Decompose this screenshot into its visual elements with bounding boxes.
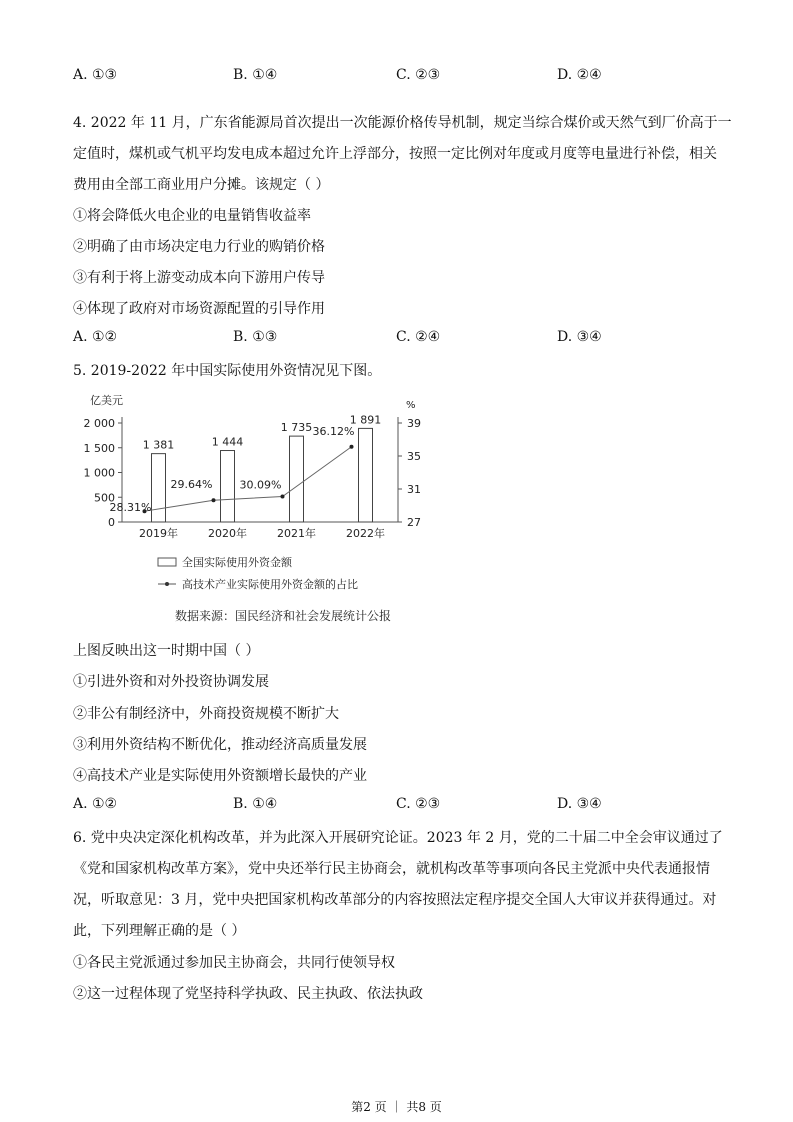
- left-axis-unit: 亿美元: [90, 394, 123, 407]
- share-point: [212, 498, 216, 502]
- q4-item-2: ②明确了由市场决定电力行业的购销价格: [73, 239, 325, 255]
- chart-source: 数据来源：国民经济和社会发展统计公报: [175, 609, 392, 623]
- left-tick-label: 500: [94, 491, 115, 505]
- x-tick-label: 2020年: [208, 527, 247, 540]
- q6-stem-line3: 况，听取意见：3 月，党中央把国家机构改革部分的内容按照法定程序提交全国人大审议并获得通过。对: [73, 892, 717, 908]
- option-b: B. ①④: [233, 796, 278, 812]
- x-tick-label: 2022年: [346, 527, 385, 540]
- left-tick-label: 2 000: [83, 417, 115, 430]
- bar-value-label: 1 891: [349, 413, 382, 427]
- option-a: A. ①②: [73, 329, 118, 345]
- option-d: D. ②④: [557, 67, 602, 83]
- x-tick-label: 2019年: [139, 527, 178, 540]
- option-c: C. ②④: [396, 329, 441, 345]
- q5-item-4: ④高技术产业是实际使用外资额增长最快的产业: [73, 768, 367, 784]
- bar: [359, 428, 373, 522]
- right-tick-label: 27: [407, 516, 421, 529]
- x-tick-label: 2021年: [277, 527, 316, 540]
- right-axis-unit: %: [406, 400, 416, 411]
- q5-item-3: ③利用外资结构不断优化，推动经济高质量发展: [73, 737, 367, 753]
- share-value-label: 29.64%: [170, 478, 213, 492]
- share-point: [350, 445, 354, 449]
- q4-stem-line2: 定值时，煤机或气机平均发电成本超过允许上浮部分，按照一定比例对年度或月度等电量进行补偿，相关: [73, 146, 717, 162]
- left-tick-label: 1 500: [83, 441, 115, 455]
- q4-options: [73, 329, 713, 349]
- q5-options: [73, 796, 713, 816]
- q6-stem-line2: 《党和国家机构改革方案》，党中央还举行民主协商会，就机构改革等事项向各民主党派中央代表通报情: [73, 861, 710, 877]
- q4-stem-line1: 4. 2022 年 11 月，广东省能源局首次提出一次能源价格传导机制，规定当综合煤价或天然气到厂价高于一: [73, 115, 732, 131]
- bar-value-label: 1 444: [211, 435, 244, 449]
- option-c: C. ②③: [396, 67, 441, 83]
- option-b: B. ①④: [233, 67, 278, 83]
- q6-item-2: ②这一过程体现了党坚持科学执政、民主执政、依法执政: [73, 986, 423, 1002]
- legend-bar-label: 全国实际使用外资金额: [182, 556, 292, 569]
- page-footer: 第2 页 ｜ 共8 页: [351, 1100, 442, 1114]
- legend-line-label: 高技术产业实际使用外资金额的占比: [182, 578, 358, 591]
- right-tick-label: 39: [407, 417, 421, 430]
- share-value-label: 30.09%: [239, 478, 282, 492]
- q5-item-1: ①引进外资和对外投资协调发展: [73, 674, 269, 690]
- q4-stem-line3: 费用由全部工商业用户分摊。该规定（ ）: [73, 177, 330, 193]
- share-value-label: 36.12%: [312, 424, 355, 438]
- right-tick-label: 35: [407, 450, 421, 463]
- chart-legend: [158, 555, 358, 591]
- option-d: D. ③④: [557, 796, 602, 812]
- option-a: A. ①③: [73, 67, 118, 83]
- option-b: B. ①③: [233, 329, 278, 345]
- q4-item-3: ③有利于将上游变动成本向下游用户传导: [73, 270, 325, 286]
- option-c: C. ②③: [396, 796, 441, 812]
- left-tick-label: 1 000: [83, 466, 115, 480]
- option-d: D. ③④: [557, 329, 602, 345]
- bar: [290, 436, 304, 522]
- share-point: [281, 495, 285, 499]
- bar: [221, 451, 235, 522]
- bar-value-label: 1 735: [280, 421, 313, 435]
- q4-item-4: ④体现了政府对市场资源配置的引导作用: [73, 301, 325, 317]
- q5-item-2: ②非公有制经济中，外商投资规模不断扩大: [73, 706, 339, 722]
- share-value-label: 28.31%: [109, 501, 152, 515]
- q5-stem: 5. 2019-2022 年中国实际使用外资情况见下图。: [73, 363, 382, 379]
- q6-stem-line4: 此，下列理解正确的是（ ）: [73, 923, 246, 939]
- option-a: A. ①②: [73, 796, 118, 812]
- q3-options: [73, 67, 713, 87]
- bar-value-label: 1 381: [142, 438, 175, 452]
- q5-question: 上图反映出这一时期中国（ ）: [73, 643, 260, 659]
- q6-stem-line1: 6. 党中央决定深化机构改革，并为此深入开展研究论证。2023 年 2 月，党的二十届二中全会审议通过了: [73, 830, 723, 846]
- q4-item-1: ①将会降低火电企业的电量销售收益率: [73, 208, 311, 224]
- bar: [152, 454, 166, 522]
- fdi-chart: [80, 390, 440, 630]
- left-tick-label: 0: [108, 516, 115, 529]
- legend-line-marker: [165, 582, 169, 586]
- right-tick-label: 31: [407, 483, 421, 496]
- q6-item-1: ①各民主党派通过参加民主协商会，共同行使领导权: [73, 955, 395, 971]
- legend-bar-swatch: [158, 558, 176, 566]
